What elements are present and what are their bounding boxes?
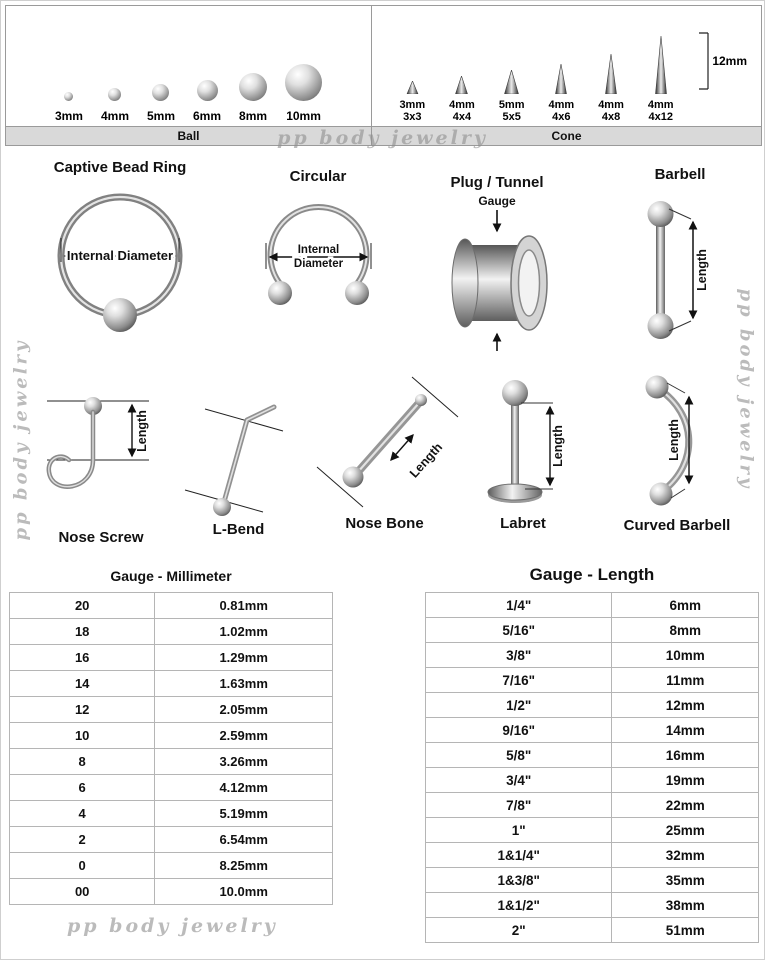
cone-4x4-icon: [454, 76, 469, 94]
mm-cell: 51mm: [612, 918, 759, 943]
ball-size-label: 4mm: [100, 109, 129, 123]
table-row: [10, 801, 333, 827]
table-row: [426, 793, 759, 818]
ball-item: [147, 84, 175, 123]
table-row: [10, 619, 333, 645]
nose-screw-label: Nose Screw: [58, 529, 144, 546]
cone-height-bracket: [699, 32, 747, 90]
ball-size-label: 10mm: [286, 109, 321, 123]
gauge-cell: 14: [10, 671, 155, 697]
gauge-cell: 4: [10, 801, 155, 827]
mm-cell: 10mm: [612, 643, 759, 668]
gauge-cell: 0: [10, 853, 155, 879]
ball-item: [239, 73, 267, 123]
table-row: [10, 749, 333, 775]
ball-row: [6, 6, 371, 126]
barbell-diagram: [601, 166, 759, 357]
gauge-cell: 12: [10, 697, 155, 723]
ball-8mm-icon: [239, 73, 267, 101]
nose-bone-diagram: [307, 375, 462, 532]
gauge-cell: 16: [10, 645, 155, 671]
ball-size-label: 8mm: [239, 109, 268, 123]
ball-5mm-icon: [152, 84, 169, 101]
length-label: Length: [667, 419, 681, 461]
plug-tunnel-diagram: [413, 174, 581, 355]
table-row: [426, 768, 759, 793]
mm-cell: 6.54mm: [155, 827, 333, 853]
table-row: [426, 743, 759, 768]
mm-cell: 1.63mm: [155, 671, 333, 697]
circular-title: Circular: [289, 168, 347, 185]
internal-diameter-label-line1: Internal: [297, 244, 339, 256]
ball-item: [285, 64, 322, 123]
table-row: [10, 827, 333, 853]
mm-cell: 4.12mm: [155, 775, 333, 801]
mm-cell: 32mm: [612, 843, 759, 868]
table-row: [10, 697, 333, 723]
inch-cell: 5/8": [426, 743, 612, 768]
inch-cell: 7/16": [426, 668, 612, 693]
table-row: [426, 693, 759, 718]
l-bend-label: L-Bend: [212, 521, 265, 538]
labret-image: [453, 365, 593, 513]
inch-cell: 1/2": [426, 693, 612, 718]
gauge-millimeter-title: Gauge - Millimeter: [110, 568, 232, 584]
watermark-bottom: pp body jewelry: [67, 915, 278, 937]
mm-cell: 5.19mm: [155, 801, 333, 827]
watermark-right: pp body jewelry: [735, 288, 757, 491]
mm-cell: 22mm: [612, 793, 759, 818]
inch-cell: 1&3/8": [426, 868, 612, 893]
gauge-millimeter-table: [9, 568, 333, 905]
table-row: [426, 718, 759, 743]
gauge-cell: 00: [10, 879, 155, 905]
length-label: Length: [134, 410, 149, 452]
mm-cell: 11mm: [612, 668, 759, 693]
table-row: [426, 868, 759, 893]
ball-size-label: 6mm: [193, 109, 222, 123]
nose-bone-label: Nose Bone: [345, 515, 424, 532]
circular-diagram: [239, 168, 397, 337]
cone-item: [549, 64, 575, 123]
gauge-cell: 6: [10, 775, 155, 801]
cone-5x5-icon: [503, 70, 520, 94]
gauge-label: Gauge: [478, 194, 516, 208]
ball-size-label: 5mm: [146, 109, 175, 123]
inch-cell: 9/16": [426, 718, 612, 743]
gauge-length-title: Gauge - Length: [529, 565, 655, 584]
gauge-cell: 8: [10, 749, 155, 775]
ball-6mm-icon: [197, 80, 218, 101]
cone-panel: [372, 6, 761, 145]
bracket-icon: [699, 32, 709, 90]
cone-size-label: 4mm 4x8: [598, 99, 624, 123]
cone-size-label: 4mm 4x6: [548, 99, 575, 123]
mm-cell: 16mm: [612, 743, 759, 768]
mm-cell: 19mm: [612, 768, 759, 793]
table-row: [10, 775, 333, 801]
cone-size-label: 5mm 5x5: [498, 99, 525, 123]
mm-cell: 35mm: [612, 868, 759, 893]
inch-cell: 3/4": [426, 768, 612, 793]
table-row: [426, 918, 759, 943]
captive-bead-ring-image: [18, 178, 223, 350]
circular-image: [241, 187, 396, 337]
ball-3mm-icon: [64, 92, 73, 101]
cone-size-label: 4mm 4x4: [449, 99, 475, 123]
mm-cell: 12mm: [612, 693, 759, 718]
mm-cell: 2.59mm: [155, 723, 333, 749]
inch-cell: 1": [426, 818, 612, 843]
internal-diameter-label: Internal Diameter: [66, 248, 173, 263]
table-row: [10, 723, 333, 749]
mm-cell: 3.26mm: [155, 749, 333, 775]
cone-item: [449, 76, 475, 123]
cone-4x6-icon: [554, 64, 568, 94]
mm-cell: 14mm: [612, 718, 759, 743]
gauge-cell: 18: [10, 619, 155, 645]
mm-cell: 8mm: [612, 618, 759, 643]
ball-4mm-icon: [108, 88, 121, 101]
nose-screw-diagram: [27, 381, 175, 546]
table-row: [10, 645, 333, 671]
cone-4x12-icon: [654, 36, 668, 94]
gauge-cell: 10: [10, 723, 155, 749]
mm-cell: 2.05mm: [155, 697, 333, 723]
labret-label: Labret: [500, 515, 546, 532]
ball-size-label: 3mm: [54, 109, 83, 123]
cone-caption: Cone: [372, 126, 761, 145]
internal-diameter-label-line2: Diameter: [293, 258, 343, 270]
size-reference-header: [5, 5, 762, 146]
cone-4x8-icon: [604, 54, 618, 94]
mm-cell: 8.25mm: [155, 853, 333, 879]
table-row: [10, 593, 333, 619]
mm-cell: 1.29mm: [155, 645, 333, 671]
mm-cell: 10.0mm: [155, 879, 333, 905]
watermark-top: pp body jewelry: [277, 127, 488, 149]
ball-item: [101, 88, 129, 123]
table-row: [10, 879, 333, 905]
l-bend-image: [171, 387, 306, 519]
ball-item: [55, 92, 83, 123]
ball-item: [193, 80, 221, 123]
plug-tunnel-title: Plug / Tunnel: [450, 174, 544, 191]
ball-panel: [6, 6, 372, 145]
cone-item: [598, 54, 624, 123]
gauge-cell: 20: [10, 593, 155, 619]
inch-cell: 2": [426, 918, 612, 943]
table-row: [10, 671, 333, 697]
labret-diagram: [453, 365, 593, 532]
mm-cell: 25mm: [612, 818, 759, 843]
ball-caption: Ball: [6, 126, 371, 145]
nose-screw-image: [29, 381, 174, 527]
bracket-label: 12mm: [712, 54, 747, 68]
curved-barbell-label: Curved Barbell: [623, 517, 731, 534]
mm-cell: 38mm: [612, 893, 759, 918]
nose-bone-image: [307, 375, 462, 513]
plug-tunnel-image: [417, 193, 577, 355]
ball-10mm-icon: [285, 64, 322, 101]
table-row: [426, 618, 759, 643]
gauge-length-table: [425, 565, 759, 943]
inch-cell: 1/4": [426, 593, 612, 618]
cone-item: [399, 81, 425, 123]
table-row: [10, 853, 333, 879]
inch-cell: 3/8": [426, 643, 612, 668]
length-arrow: [391, 435, 413, 460]
curved-barbell-diagram: [595, 367, 759, 534]
mm-cell: 0.81mm: [155, 593, 333, 619]
mm-cell: 1.02mm: [155, 619, 333, 645]
table-row: [426, 893, 759, 918]
inch-cell: 7/8": [426, 793, 612, 818]
barbell-title: Barbell: [654, 166, 706, 183]
table-row: [426, 668, 759, 693]
curved-barbell-image: [597, 367, 757, 515]
inch-cell: 5/16": [426, 618, 612, 643]
captive-bead-ring-title: Captive Bead Ring: [53, 159, 187, 176]
watermark-left: pp body jewelry: [10, 338, 32, 541]
l-bend-diagram: [171, 387, 306, 538]
cone-size-label: 3mm 3x3: [399, 99, 426, 123]
length-label: Length: [551, 425, 565, 467]
barbell-image: [605, 185, 755, 357]
inch-cell: 1&1/2": [426, 893, 612, 918]
table-row: [426, 843, 759, 868]
inch-cell: 1&1/4": [426, 843, 612, 868]
table-row: [426, 643, 759, 668]
cone-3x3-icon: [406, 81, 419, 94]
table-row: [426, 818, 759, 843]
length-label: Length: [695, 249, 709, 291]
table-row: [426, 593, 759, 618]
cone-item: [648, 36, 674, 123]
cone-size-label: 4mm 4x12: [647, 99, 674, 123]
gauge-cell: 2: [10, 827, 155, 853]
mm-cell: 6mm: [612, 593, 759, 618]
length-label: Length: [406, 440, 446, 481]
captive-bead-ring-diagram: [9, 159, 231, 350]
cone-item: [499, 70, 525, 123]
